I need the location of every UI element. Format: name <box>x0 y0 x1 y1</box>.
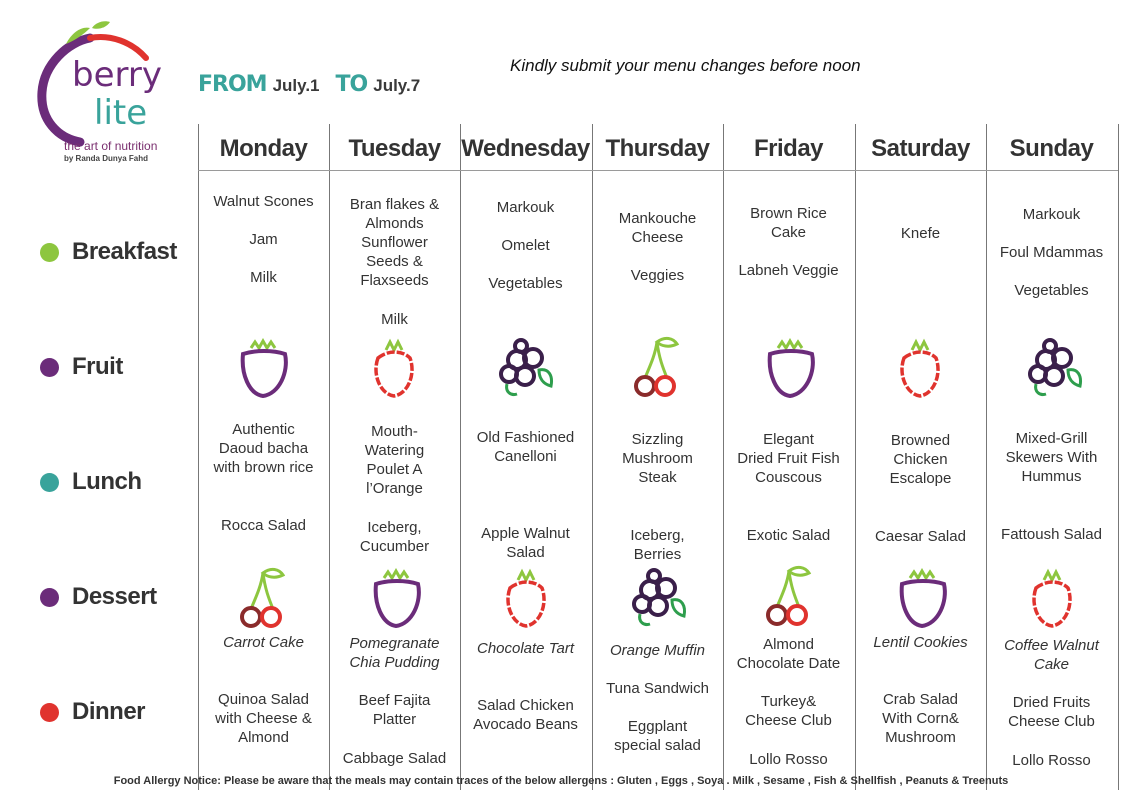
menu-item-adjective: Sizzling <box>631 431 684 448</box>
date-range <box>198 72 430 104</box>
menu-item: Markouk <box>1022 206 1081 223</box>
menu-item: l’Orange <box>366 480 423 497</box>
menu-item: Fattoush Salad <box>1001 526 1102 543</box>
menu-item: Cake <box>770 224 807 241</box>
fruit-icon-wednesday <box>495 336 555 400</box>
menu-item: Foul Mdammas <box>999 244 1104 261</box>
menu-item: Steak <box>638 469 677 486</box>
salad-cell-monday <box>198 516 329 535</box>
menu-item: Cheese <box>631 229 684 246</box>
day-header-sunday: Sunday <box>1009 135 1094 162</box>
menu-item: Poulet A <box>366 461 423 478</box>
salad-cell-wednesday <box>460 524 591 562</box>
meal-label: Lunch <box>72 468 142 495</box>
dessert-fruit-icon-tuesday <box>366 568 426 632</box>
menu-item: Canelloni <box>494 448 557 465</box>
brand-name-line2: lite <box>94 93 148 133</box>
fruit-icon-friday <box>760 338 820 402</box>
menu-item: Vegetables <box>488 275 563 292</box>
menu-item: Tuna Sandwich <box>606 680 709 697</box>
menu-item: Salad Chicken <box>477 697 574 714</box>
menu-item: Almond <box>763 636 814 653</box>
meal-label: Breakfast <box>72 238 177 265</box>
menu-item: Walnut Scones <box>213 193 314 210</box>
menu-item: Chia Pudding <box>349 654 440 671</box>
menu-item: with Cheese & <box>215 710 312 727</box>
meal-row-dessert <box>40 582 157 612</box>
menu-item-adjective: Authentic <box>232 421 295 438</box>
lunch-cell-wednesday <box>460 428 591 466</box>
menu-item: Mankouche <box>618 210 697 227</box>
menu-item: Beef Fajita <box>358 692 431 709</box>
menu-item: Lollo Rosso <box>1012 752 1091 769</box>
breakfast-cell-monday <box>198 192 329 287</box>
menu-item: Chicken <box>893 451 948 468</box>
meal-row-lunch <box>40 467 142 497</box>
breakfast-cell-friday <box>723 204 854 280</box>
grid-divider <box>1118 124 1119 790</box>
menu-item: Iceberg, <box>630 527 685 544</box>
menu-change-notice: Kindly submit your menu changes before noon <box>510 56 861 75</box>
day-header-saturday: Saturday <box>871 135 970 162</box>
breakfast-cell-wednesday <box>460 198 591 293</box>
fruit-icon-tuesday <box>364 338 424 402</box>
menu-item: Avocado Beans <box>473 716 578 733</box>
menu-item-adjective: Browned <box>890 432 951 449</box>
dinner-cell-thursday <box>592 679 723 755</box>
dinner-cell-friday <box>723 692 854 769</box>
allergy-notice: Food Allergy Notice: Please be aware that the meals may contain traces of the below allergens : Gluten , Eggs , Soya . Milk , Sesame , Fish & Shellfish , Peanuts & Treenuts <box>113 775 1009 787</box>
menu-item: Orange Muffin <box>609 642 706 659</box>
breakfast-cell-tuesday <box>329 195 460 329</box>
dinner-cell-saturday <box>855 690 986 747</box>
menu-item: Brown Rice <box>750 205 827 222</box>
dinner-cell-monday <box>198 690 329 747</box>
dessert-dot-icon <box>40 588 59 607</box>
menu-item: Milk <box>381 311 408 328</box>
breakfast-dot-icon <box>40 243 59 262</box>
meal-label: Dessert <box>72 583 157 610</box>
menu-item: Seeds & <box>366 253 423 270</box>
menu-item: Chocolate Date <box>736 655 841 672</box>
lunch-cell-friday <box>723 430 854 487</box>
lunch-dot-icon <box>40 473 59 492</box>
menu-item: Bran flakes & <box>349 196 440 213</box>
fruit-icon-saturday <box>890 338 950 402</box>
salad-cell-saturday <box>855 527 986 546</box>
menu-item: Dried Fruits <box>1012 694 1091 711</box>
menu-item: Lollo Rosso <box>749 751 828 768</box>
day-header-tuesday: Tuesday <box>348 135 441 162</box>
menu-item: Crab Salad <box>882 691 959 708</box>
menu-item: Escalope <box>889 470 952 487</box>
menu-item: Almond <box>238 729 289 746</box>
menu-item: Jam <box>249 231 278 248</box>
menu-item-adjective: Old Fashioned <box>476 429 575 446</box>
from-date: July.1 <box>272 76 320 95</box>
menu-item: Hummus <box>1021 468 1082 485</box>
menu-item: Almonds <box>365 215 424 232</box>
dessert-fruit-icon-sunday <box>1022 568 1082 632</box>
menu-item: Carrot Cake <box>223 634 304 651</box>
salad-cell-thursday <box>592 526 723 564</box>
lunch-cell-monday <box>198 420 329 477</box>
dessert-fruit-icon-saturday <box>892 568 952 632</box>
meal-row-breakfast <box>40 237 177 267</box>
dessert-fruit-icon-monday <box>233 565 293 629</box>
menu-item: Sunflower <box>361 234 428 251</box>
menu-item: With Corn& <box>882 710 959 727</box>
lunch-cell-thursday <box>592 430 723 487</box>
menu-item: Knefe <box>900 225 941 242</box>
salad-cell-sunday <box>986 525 1117 544</box>
dinner-cell-wednesday <box>460 696 591 734</box>
fruit-icon-monday <box>233 338 293 402</box>
dessert-cell-monday <box>198 633 329 652</box>
dinner-cell-tuesday <box>329 691 460 768</box>
meal-label: Fruit <box>72 353 123 380</box>
menu-item: Turkey& <box>760 693 817 710</box>
meal-row-dinner <box>40 697 145 727</box>
dessert-fruit-icon-wednesday <box>496 568 556 632</box>
breakfast-cell-thursday <box>592 209 723 285</box>
from-label: FROM <box>198 72 267 97</box>
menu-item: Veggies <box>630 267 685 284</box>
brand-byline: by Randa Dunya Fahd <box>64 154 149 163</box>
day-header-monday: Monday <box>219 135 308 162</box>
dessert-cell-wednesday <box>460 639 591 658</box>
menu-item: Caesar Salad <box>875 528 966 545</box>
header-divider <box>198 170 1118 171</box>
menu-item: Dried Fruit Fish <box>737 450 840 467</box>
menu-item: with brown rice <box>213 459 314 476</box>
menu-item: Pomegranate <box>349 635 440 652</box>
menu-item: Labneh Veggie <box>738 262 839 279</box>
menu-item: Quinoa Salad <box>218 691 309 708</box>
salad-cell-tuesday <box>329 518 460 556</box>
lunch-cell-sunday <box>986 429 1117 486</box>
dessert-cell-thursday <box>592 641 723 660</box>
breakfast-cell-sunday <box>986 205 1117 300</box>
menu-item: Cheese Club <box>1008 713 1095 730</box>
menu-item: Omelet <box>501 237 550 254</box>
menu-item: Cake <box>1033 656 1070 673</box>
menu-item-adjective: Mixed-Grill <box>1015 430 1088 447</box>
day-header-thursday: Thursday <box>605 135 710 162</box>
menu-item: Cheese Club <box>745 712 832 729</box>
menu-item: Exotic Salad <box>746 527 831 544</box>
menu-item: Vegetables <box>1014 282 1089 299</box>
menu-item: Markouk <box>496 199 555 216</box>
to-date: July.7 <box>373 76 421 95</box>
lunch-cell-saturday <box>855 431 986 488</box>
brand-name-line1: berry <box>72 55 162 95</box>
dinner-dot-icon <box>40 703 59 722</box>
dessert-cell-tuesday <box>329 634 460 672</box>
fruit-icon-sunday <box>1024 336 1084 400</box>
menu-item: Eggplant <box>627 718 688 735</box>
to-label: TO <box>335 72 368 97</box>
menu-item: Cucumber <box>359 538 430 555</box>
breakfast-cell-saturday <box>855 224 986 243</box>
dessert-fruit-icon-thursday <box>628 566 688 630</box>
menu-item: Platter <box>372 711 417 728</box>
menu-item: Chocolate Tart <box>476 640 574 657</box>
dessert-fruit-icon-friday <box>759 563 819 627</box>
fruit-dot-icon <box>40 358 59 377</box>
menu-item: Lentil Cookies <box>873 634 968 651</box>
menu-item-adjective: Mouth- <box>371 423 418 440</box>
menu-item: Skewers With <box>1005 449 1098 466</box>
menu-item: Couscous <box>755 469 822 486</box>
dinner-cell-sunday <box>986 693 1117 770</box>
menu-item: Mushroom <box>885 729 956 746</box>
menu-item: Milk <box>250 269 277 286</box>
menu-item: Mushroom <box>622 450 693 467</box>
day-header-friday: Friday <box>753 135 824 162</box>
menu-item: Iceberg, <box>367 519 422 536</box>
lunch-cell-tuesday <box>329 422 460 498</box>
salad-cell-friday <box>723 526 854 545</box>
menu-item: Apple Walnut <box>481 525 570 542</box>
menu-item: Salad <box>506 544 545 561</box>
dessert-cell-friday <box>723 635 854 673</box>
menu-item: special salad <box>614 737 701 754</box>
menu-item: Cabbage Salad <box>342 750 447 767</box>
dessert-cell-saturday <box>855 633 986 652</box>
meal-label: Dinner <box>72 698 146 725</box>
meal-row-fruit <box>40 352 123 382</box>
fruit-icon-thursday <box>627 334 687 398</box>
menu-item: Rocca Salad <box>220 517 307 534</box>
day-header-wednesday: Wednesday <box>461 135 590 162</box>
menu-item: Berries <box>633 546 682 563</box>
dessert-cell-sunday <box>986 636 1117 674</box>
menu-item: Daoud bacha <box>218 440 309 457</box>
menu-item: Coffee Walnut <box>1004 637 1099 654</box>
menu-item-adjective: Elegant <box>763 431 814 448</box>
brand-tagline: the art of nutrition <box>64 139 158 153</box>
menu-item: Flaxseeds <box>360 272 429 289</box>
menu-item-adjective: Watering <box>364 442 425 459</box>
